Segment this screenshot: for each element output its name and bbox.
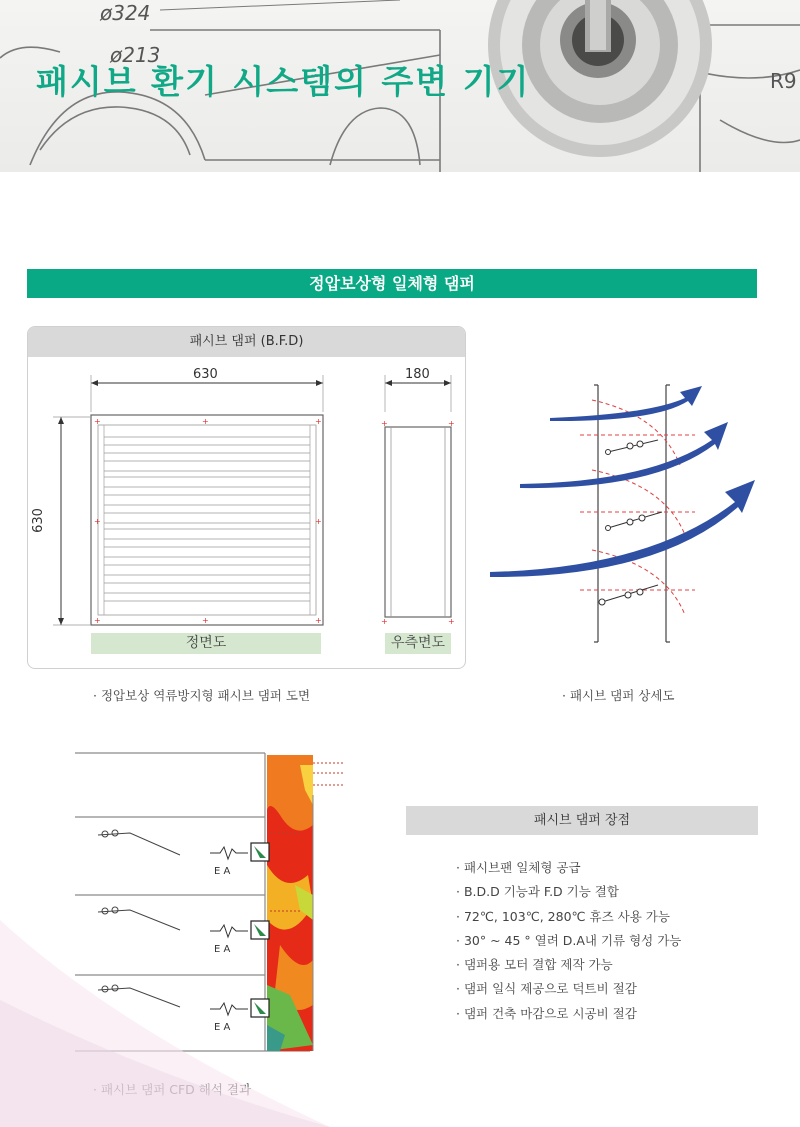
bfd-panel-title: 패시브 댐퍼 (B.F.D) (28, 327, 465, 357)
list-item: · 패시브팬 일체형 공급 (456, 860, 581, 875)
side-view-damper (381, 419, 455, 626)
ea-label-1: E A (214, 866, 231, 877)
svg-text:+: + (448, 419, 455, 428)
svg-text:+: + (94, 517, 101, 526)
list-item: · B.D.D 기능과 F.D 기능 결합 (456, 884, 619, 900)
advantages-title: 패시브 댐퍼 장점 (406, 806, 758, 835)
damper-drawing (28, 327, 465, 668)
svg-text:+: + (448, 617, 455, 626)
width-dimension: 630 (193, 367, 218, 382)
detail-caption: · 패시브 댐퍼 상세도 (562, 688, 675, 703)
svg-text:+: + (315, 517, 322, 526)
decorative-swoosh (0, 880, 330, 1127)
front-view-damper (91, 415, 323, 625)
svg-text:+: + (202, 417, 209, 426)
ea-label-3: E A (214, 1022, 231, 1033)
depth-dimension: 180 (405, 367, 430, 382)
list-item: · 댐퍼 건축 마감으로 시공비 절감 (456, 1005, 637, 1021)
list-item: · 댐퍼 일식 제공으로 덕트비 절감 (456, 981, 637, 997)
page-title: 패시브 환기 시스템의 주변 기기 (36, 62, 531, 101)
drawing-label-213: ø213 (110, 43, 161, 67)
side-view-label: 우측면도 (385, 633, 451, 654)
section-title: 정압보상형 일체형 댐퍼 (27, 269, 757, 298)
airflow-arrows (490, 386, 755, 577)
drawing-caption: · 정압보상 역류방지형 패시브 댐퍼 도면 (93, 688, 311, 703)
advantages-list (456, 856, 681, 1026)
svg-text:+: + (94, 417, 101, 426)
list-item: · 댐퍼용 모터 결합 제작 가능 (456, 957, 613, 973)
drawing-label-324: ø324 (100, 1, 151, 25)
svg-text:+: + (202, 616, 209, 625)
damper-detail-diagram (480, 370, 800, 655)
height-dimension: 630 (30, 508, 46, 533)
drawing-label-r9: R9 (770, 69, 797, 93)
svg-text:+: + (315, 417, 322, 426)
ea-label-2: E A (214, 944, 231, 955)
list-item: · 30° ~ 45 ° 열려 D.A내 기류 형성 가능 (456, 932, 682, 948)
list-item: · 72℃, 103℃, 280℃ 휴즈 사용 가능 (456, 908, 670, 924)
svg-text:+: + (381, 617, 388, 626)
bfd-drawing-panel (27, 326, 466, 669)
svg-text:+: + (381, 419, 388, 428)
svg-text:+: + (315, 616, 322, 625)
front-view-label: 정면도 (91, 633, 321, 654)
header-banner (0, 0, 800, 172)
svg-text:+: + (94, 616, 101, 625)
